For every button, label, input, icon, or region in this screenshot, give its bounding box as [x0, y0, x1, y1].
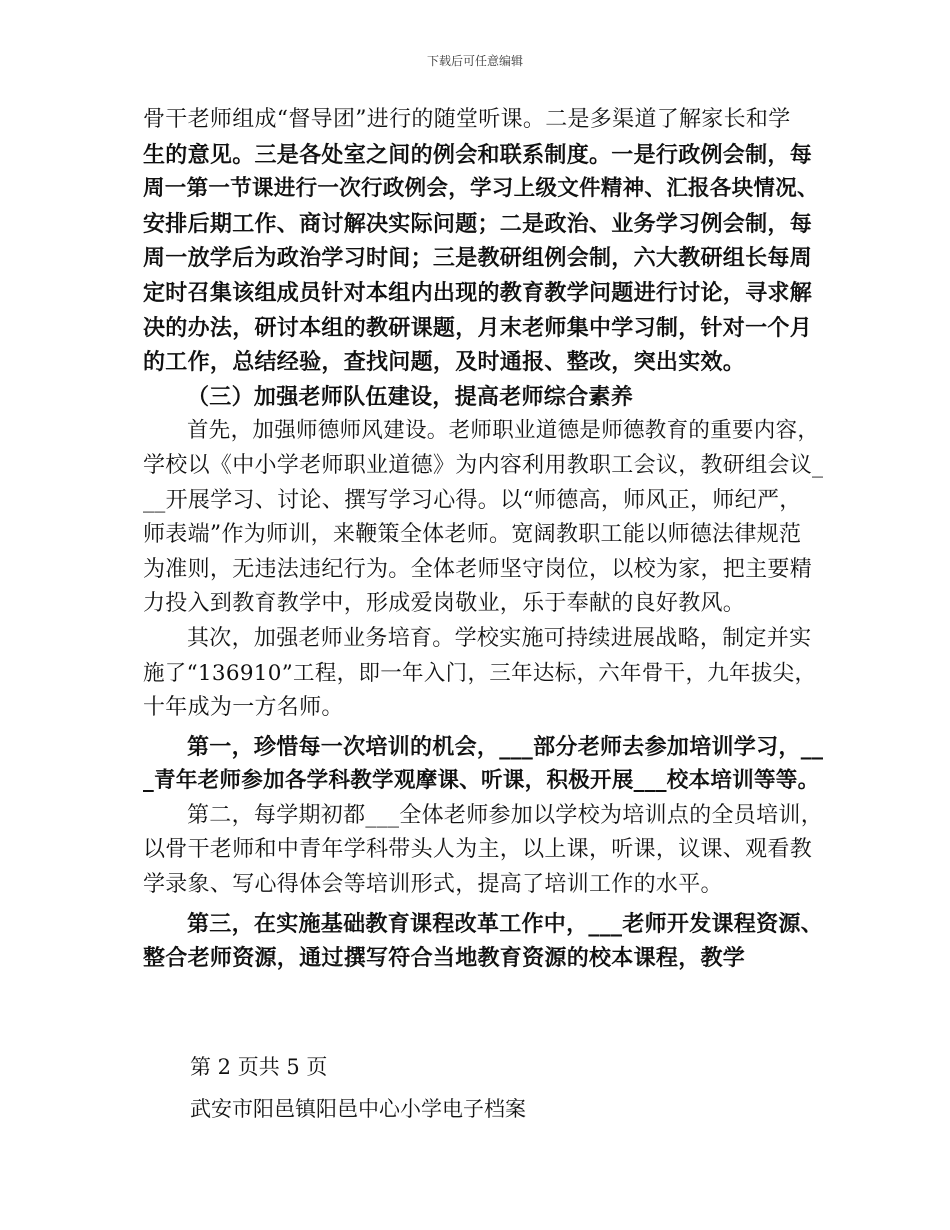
text-line: 以骨干老师和中青年学科带头人为主，以上课，听课，议课、观看教	[143, 837, 813, 863]
text-line: 第一，珍惜每一次培训的机会，___部分老师去参加培训学习，__	[187, 733, 824, 760]
text-line: 力投入到教育教学中，形成爱岗敬业，乐于奉献的良好教风。	[143, 591, 746, 617]
text-line: 首先，加强师德师风建设。老师职业道德是师德教育的重要内容，	[187, 418, 820, 444]
body-text	[143, 103, 823, 976]
text-line: 师表端”作为师训，来鞭策全体老师。宽阔教职工能以师德法律规范	[143, 522, 802, 548]
text-line: __开展学习、讨论、撰写学习心得。以“师德高，师风正，师纪严，	[143, 487, 802, 513]
text-line: 第二，每学期初都___全体老师参加以学校为培训点的全员培训，	[187, 802, 824, 828]
text-line: 其次，加强老师业务培育。学校实施可持续进展战略，制定并实	[187, 625, 812, 651]
text-line: _青年老师参加各学科教学观摩课、听课，积极开展___校本培训等等。	[143, 768, 820, 794]
text-line: 骨干老师组成“督导团”进行的随堂听课。二是多渠道了解家长和学	[143, 107, 791, 132]
text-line: 决的办法，研讨本组的教研课题，月末老师集中学习制，针对一个月	[143, 314, 813, 341]
text-line: 学校以《中小学老师职业道德》为内容利用教职工会议，教研组会议_	[143, 452, 824, 478]
text-line: 十年成为一方名师。	[143, 695, 344, 721]
text-line: 施了“136910”工程，即一年入门，三年达标，六年骨干，九年拔尖，	[143, 660, 817, 686]
text-line: 第三，在实施基础教育课程改革工作中，___老师开发课程资源、	[187, 910, 824, 937]
text-line: 安排后期工作、商讨解决实际问题；二是政治、业务学习例会制，每	[143, 210, 813, 237]
page-number: 第 2 页共 5 页	[190, 1055, 328, 1079]
text-line: 周一放学后为政治学习时间；三是教研组例会制，六大教研组长每周	[143, 245, 813, 272]
text-line: 学录象、写心得体会等培训形式，提高了培训工作的水平。	[143, 872, 723, 898]
text-line: 定时召集该组成员针对本组内出现的教育教学问题进行讨论，寻求解	[143, 279, 813, 306]
text-line: 生的意见。三是各处室之间的例会和联系制度。一是行政例会制，每	[143, 141, 813, 168]
text-line: （三）加强老师队伍建设，提高老师综合素养	[187, 383, 634, 410]
archive-label: 武安市阳邑镇阳邑中心小学电子档案	[190, 1097, 526, 1121]
text-line: 的工作，总结经验，查找问题，及时通报、整改，突出实效。	[143, 349, 746, 376]
text-line: 整合老师资源，通过撰写符合当地教育资源的校本课程，教学	[143, 945, 746, 972]
page-header: 下载后可任意编辑	[426, 54, 523, 68]
text-line: 为准则，无违法违纪行为。全体老师坚守岗位，以校为家，把主要精	[143, 556, 813, 582]
text-line: 周一第一节课进行一次行政例会，学习上级文件精神、汇报各块情况、	[143, 176, 819, 202]
